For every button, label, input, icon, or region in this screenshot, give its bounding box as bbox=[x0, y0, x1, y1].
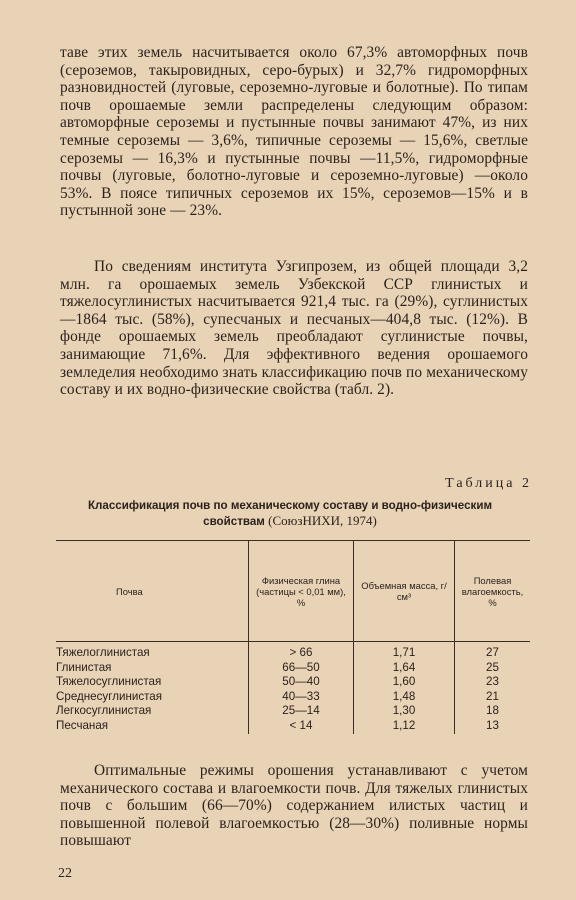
cell-capacity: 18 bbox=[455, 704, 531, 719]
cell-soil: Песчаная bbox=[56, 718, 109, 732]
table-title-text: Классификация почв по механическому составу и водно-физическим свойствам bbox=[87, 499, 493, 528]
table-row bbox=[56, 661, 530, 676]
cell-density: 1,60 bbox=[354, 675, 455, 690]
table-row bbox=[56, 719, 530, 734]
cell-capacity: 21 bbox=[455, 690, 531, 705]
header-bulk-density: Объемная масса, г/см³ bbox=[354, 541, 455, 642]
cell-capacity: 25 bbox=[455, 661, 531, 676]
table-label: Таблица 2 bbox=[445, 476, 532, 491]
table-title bbox=[70, 498, 510, 529]
cell-capacity: 23 bbox=[455, 675, 531, 690]
paragraph-1: таве этих земель насчитывается около 67,3% автоморфных почв (сероземов, такыровидных, серо-бурых) и 32,7% гидроморфных разновидностей (луговые, сероземно-луговые и болотные). По типам почв орошаемые земли распределены следующим образом: автоморфные сероземы и пустынные почвы занимают 47%, из них темные сероземы — 3,6%, типичные сероземы — 15,6%, светлые сероземы — 16,3% и пустынные почвы —11,5%, гидроморфные почвы (луговые, болотно-луговые и сероземно-луговые) —около 53%. В поясе типичных сероземов их 15%, сероземов—15% и в пустынной зоне — 23%. bbox=[60, 44, 528, 220]
header-soil: Почва bbox=[56, 541, 249, 642]
cell-capacity: 27 bbox=[455, 642, 531, 661]
cell-density: 1,48 bbox=[354, 690, 455, 705]
cell-clay: > 66 bbox=[249, 642, 354, 661]
table-row bbox=[56, 704, 530, 719]
cell-soil: Среднесуглинистая bbox=[56, 689, 163, 703]
table-row bbox=[56, 642, 530, 661]
cell-clay: 40—33 bbox=[249, 690, 354, 705]
cell-density: 1,64 bbox=[354, 661, 455, 676]
header-field-capacity: Полевая влагоемкость, % bbox=[455, 541, 531, 642]
cell-soil: Легкосуглинистая bbox=[56, 704, 152, 718]
page-number: 22 bbox=[58, 866, 72, 881]
cell-density: 1,30 bbox=[354, 704, 455, 719]
cell-clay: 50—40 bbox=[249, 675, 354, 690]
table-row bbox=[56, 675, 530, 690]
cell-soil: Тяжелоглинистая bbox=[56, 646, 150, 659]
table-row bbox=[56, 690, 530, 705]
cell-soil: Глинистая bbox=[56, 660, 112, 674]
header-physical-clay: Физическая глина (частицы < 0,01 мм), % bbox=[249, 541, 354, 642]
table-header-row bbox=[56, 541, 530, 642]
paragraph-3: Оптимальные режимы орошения устанавливают с учетом механического состава и влагоемкости почв. Для тяжелых глинистых почв с большим (66—70%) содержанием илистых частиц и повышенной полевой влагоемкостью (28—30%) поливные нормы повышают bbox=[60, 762, 528, 850]
cell-clay: < 14 bbox=[249, 719, 354, 734]
cell-soil: Тяжелосуглинистая bbox=[56, 675, 162, 689]
cell-density: 1,12 bbox=[354, 719, 455, 734]
cell-capacity: 13 bbox=[455, 719, 531, 734]
soil-classification-table bbox=[56, 540, 530, 734]
cell-clay: 25—14 bbox=[249, 704, 354, 719]
cell-density: 1,71 bbox=[354, 642, 455, 661]
paragraph-2: По сведениям института Узгипрозем, из общей площади 3,2 млн. га орошаемых земель Узбекской ССР глинистых и тяжелосуглинистых насчитывается 921,4 тыс. га (29%), суглинистых —1864 тыс. (58%), супесчаных и песчаных—404,8 тыс. (12%). В фонде орошаемых земель преобладают суглинистые почвы, занимающие 71,6%. Для эффективного ведения орошаемого земледелия необходимо знать классификацию почв по механическому составу и их водно-физические свойства (табл. 2). bbox=[60, 258, 528, 399]
table-title-source: (СоюзНИХИ, 1974) bbox=[268, 513, 377, 528]
cell-clay: 66—50 bbox=[249, 661, 354, 676]
